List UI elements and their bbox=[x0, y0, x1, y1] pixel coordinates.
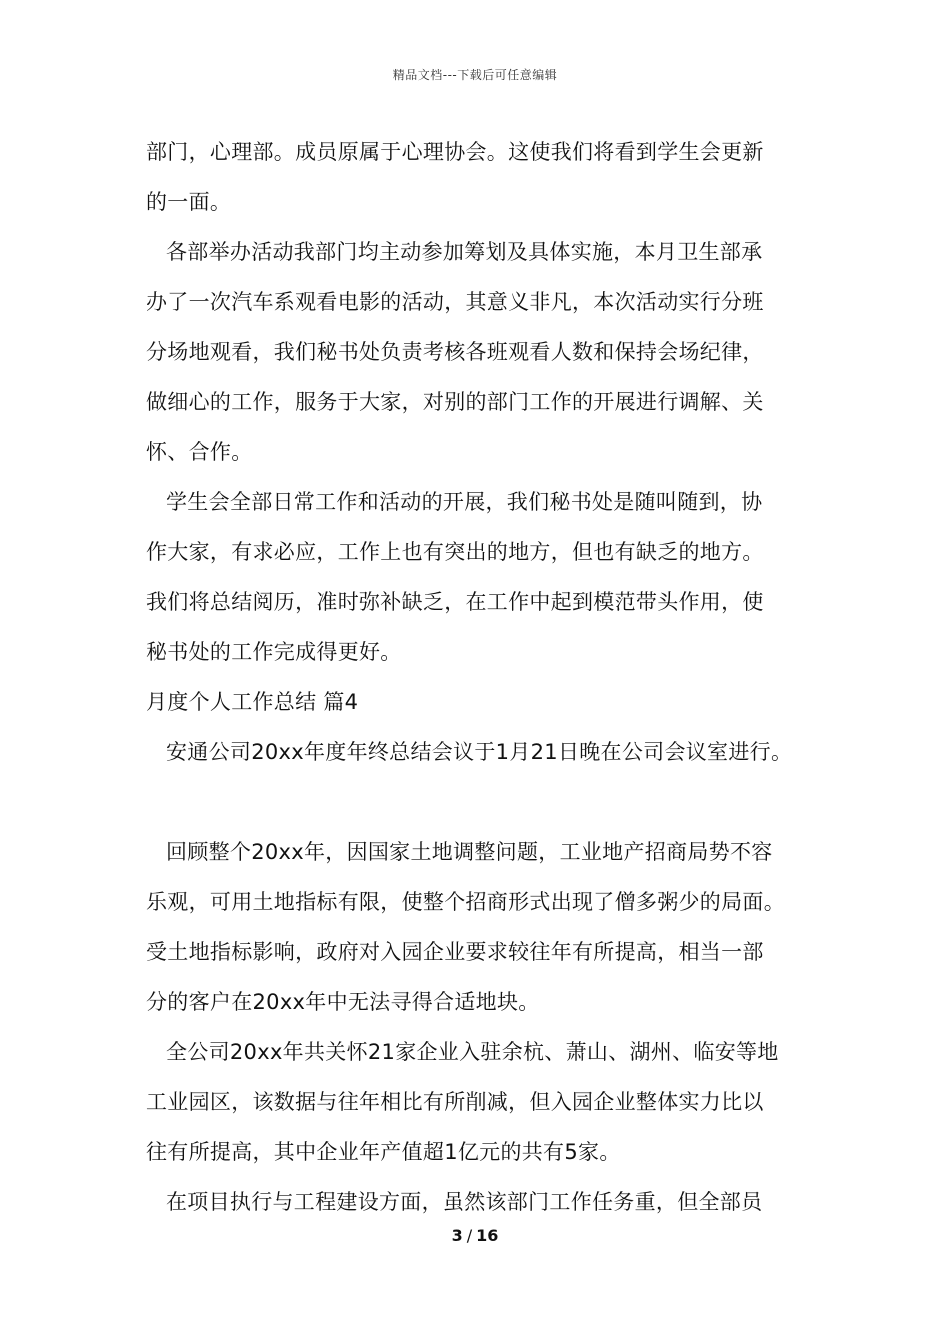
text-line: 办了一次汽车系观看电影的活动，其意义非凡，本次活动实行分班 bbox=[146, 290, 764, 314]
text-line: 秘书处的工作完成得更好。 bbox=[146, 640, 402, 664]
total-pages: 16 bbox=[476, 1226, 499, 1245]
page-number bbox=[0, 1226, 950, 1245]
text-line: 部门，心理部。成员原属于心理协会。这使我们将看到学生会更新 bbox=[146, 140, 764, 164]
blank-line bbox=[146, 777, 826, 827]
text-line: 往有所提高，其中企业年产值超1亿元的共有5家。 bbox=[146, 1140, 621, 1164]
paragraph-start-line: 回顾整个20xx年，因国家土地调整问题，工业地产招商局势不容 bbox=[166, 840, 773, 864]
section-heading: 月度个人工作总结 篇4 bbox=[146, 690, 359, 714]
text-line: 的一面。 bbox=[146, 190, 232, 214]
page-header: 精品文档---下载后可任意编辑 bbox=[392, 68, 558, 82]
text-line: 工业园区，该数据与往年相比有所削减，但入园企业整体实力比以 bbox=[146, 1090, 764, 1114]
text-line: 分场地观看，我们秘书处负责考核各班观看人数和保持会场纪律， bbox=[146, 340, 764, 364]
page-separator: / bbox=[466, 1226, 473, 1245]
text-line: 受土地指标影响，政府对入园企业要求较往年有所提高，相当一部 bbox=[146, 940, 764, 964]
text-line: 作大家，有求必应，工作上也有突出的地方，但也有缺乏的地方。 bbox=[146, 540, 764, 564]
text-line: 做细心的工作，服务于大家，对别的部门工作的开展进行调解、关 bbox=[146, 390, 764, 414]
paragraph-start-line: 安通公司20xx年度年终总结会议于1月21日晚在公司会议室进行。 bbox=[166, 740, 793, 764]
text-line: 怀、合作。 bbox=[146, 440, 253, 464]
text-line: 分的客户在20xx年中无法寻得合适地块。 bbox=[146, 990, 540, 1014]
text-line: 我们将总结阅历，准时弥补缺乏，在工作中起到模范带头作用，使 bbox=[146, 590, 764, 614]
paragraph-start-line: 学生会全部日常工作和活动的开展，我们秘书处是随叫随到，协 bbox=[166, 490, 763, 514]
paragraph-start-line: 全公司20xx年共关怀21家企业入驻余杭、萧山、湖州、临安等地 bbox=[166, 1040, 779, 1064]
document-body bbox=[146, 127, 826, 1227]
current-page: 3 bbox=[451, 1226, 463, 1245]
text-line: 乐观，可用土地指标有限，使整个招商形式出现了僧多粥少的局面。 bbox=[146, 890, 785, 914]
paragraph-start-line: 各部举办活动我部门均主动参加筹划及具体实施，本月卫生部承 bbox=[166, 240, 763, 264]
paragraph-start-line: 在项目执行与工程建设方面，虽然该部门工作任务重，但全部员 bbox=[166, 1190, 763, 1214]
